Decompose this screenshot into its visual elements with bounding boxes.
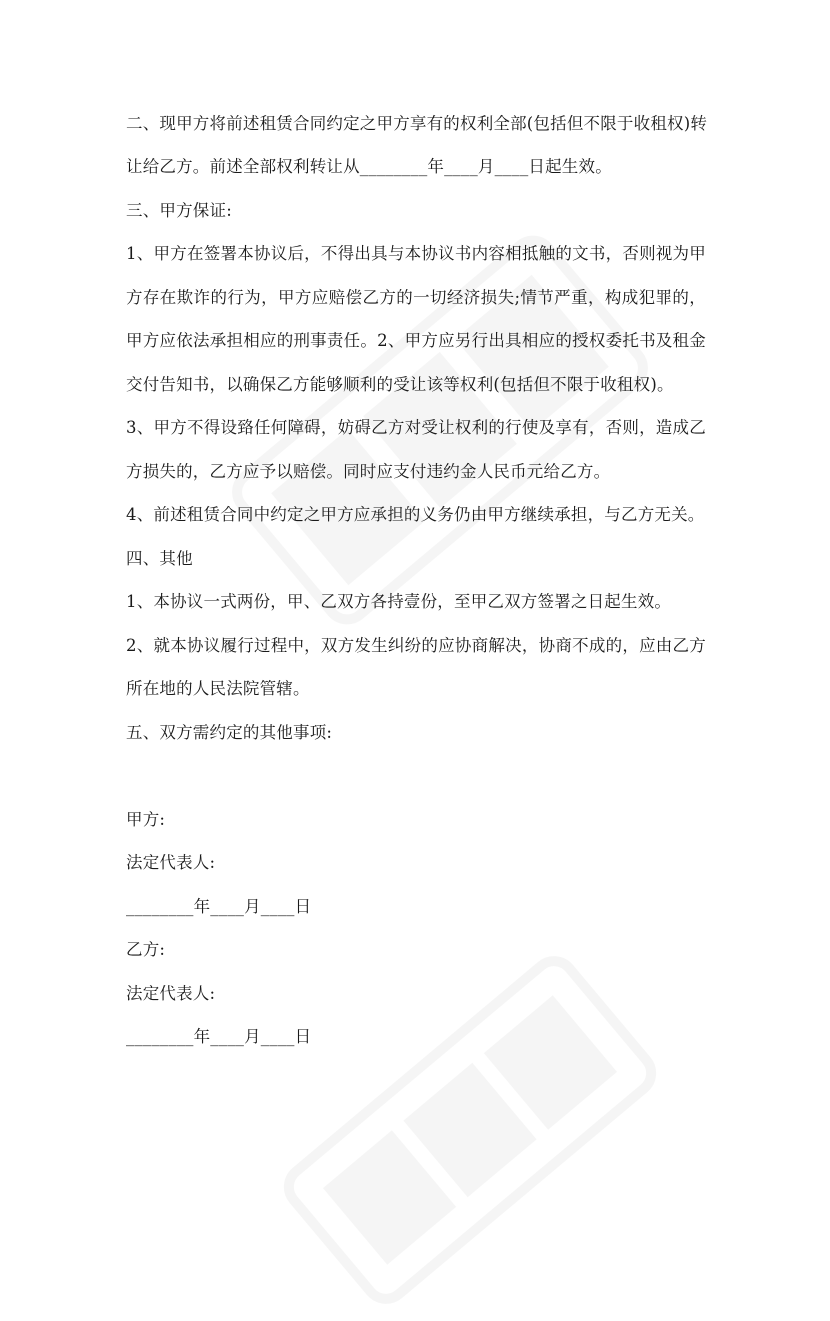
party-b-representative-label: 法定代表人:: [126, 984, 216, 1003]
party-a-representative-label: 法定代表人:: [126, 853, 216, 872]
section-4-heading: 四、其他: [126, 549, 193, 568]
clause-4-2-line-1: 2、就本协议履行过程中，双方发生纠纷的应协商解决，协商不成的，应由乙方: [126, 636, 706, 655]
party-a-label: 甲方:: [126, 810, 166, 829]
clause-4-2-line-2: 所在地的人民法院管辖。: [126, 679, 310, 698]
clause-3-1-line-4: 交付告知书，以确保乙方能够顺利的受让该等权利(包括但不限于收租权)。: [126, 375, 674, 394]
party-b-label: 乙方:: [126, 940, 166, 959]
party-b-date-line: ________年____月____日: [126, 1027, 312, 1046]
section-5-heading: 五、双方需约定的其他事项:: [126, 723, 333, 742]
clause-3-3-line-1: 3、甲方不得设臵任何障碍，妨碍乙方对受让权利的行使及享有，否则，造成乙: [126, 418, 706, 437]
clause-3-3-line-2: 方损失的，乙方应予以赔偿。同时应支付违约金人民币元给乙方。: [126, 462, 611, 481]
clause-4-1-line-1: 1、本协议一式两份，甲、乙双方各持壹份，至甲乙双方签署之日起生效。: [126, 592, 672, 611]
watermark-icon-bottom: [267, 939, 674, 1321]
clause-3-1-line-3: 甲方应依法承担相应的刑事责任。2、甲方应另行出具相应的授权委托书及租金: [126, 331, 706, 350]
clause-3-1-line-1: 1、甲方在签署本协议后，不得出具与本协议书内容相抵触的文书，否则视为甲: [126, 244, 706, 263]
section-3-heading: 三、甲方保证:: [126, 201, 232, 220]
clause-3-1-line-2: 方存在欺诈的行为，甲方应赔偿乙方的一切经济损失;情节严重，构成犯罪的，: [126, 288, 706, 307]
clause-3-4-line-1: 4、前述租赁合同中约定之甲方应承担的义务仍由甲方继续承担，与乙方无关。: [126, 505, 705, 524]
clause-2-line-1: 二、现甲方将前述租赁合同约定之甲方享有的权利全部(包括但不限于收租权)转: [126, 114, 708, 133]
clause-2-line-2: 让给乙方。前述全部权利转让从________年____月____日起生效。: [126, 157, 612, 176]
party-a-date-line: ________年____月____日: [126, 897, 312, 916]
